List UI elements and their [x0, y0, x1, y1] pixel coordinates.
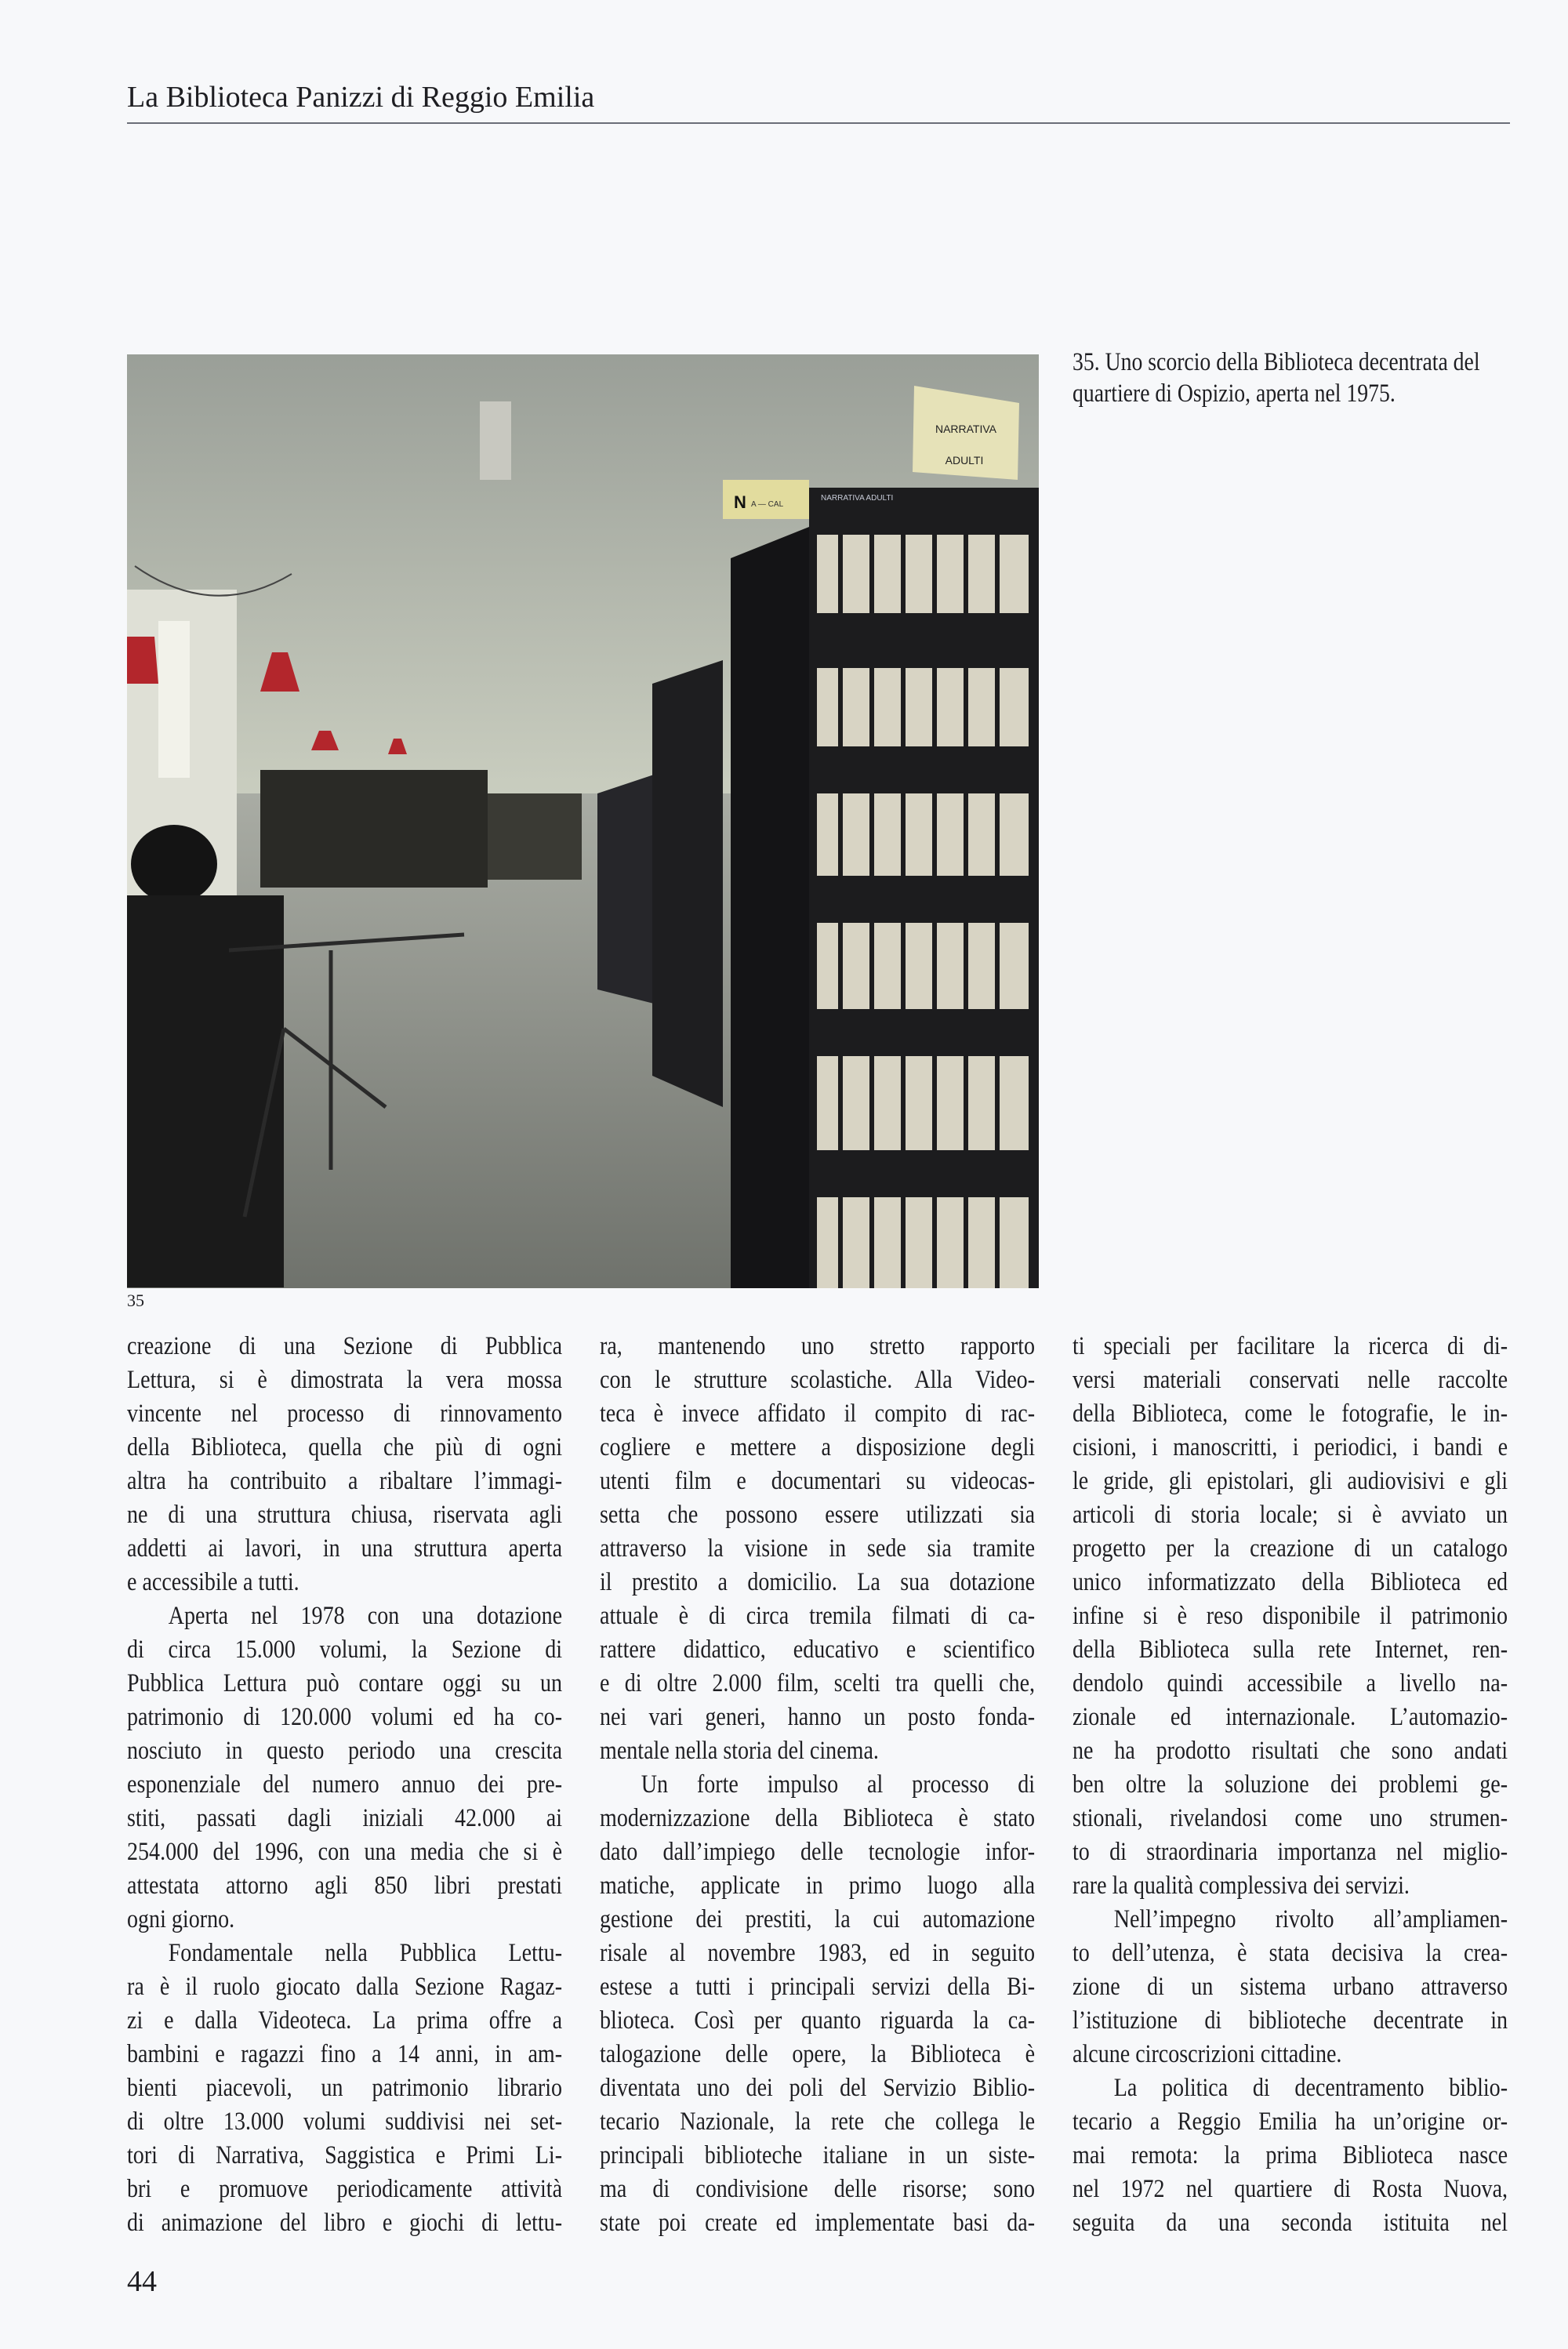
- text-line: 254.000 del 1996, con una media che si è: [127, 1838, 563, 1866]
- text-line: blioteca. Così per quanto riguarda la ca-: [600, 2006, 1036, 2035]
- text-line: to di straordinaria importanza nel miglio-: [1073, 1838, 1508, 1866]
- text-line: matiche, applicate in primo luogo alla: [600, 1872, 1036, 1900]
- text-line: rattere didattico, educativo e scientifico: [600, 1636, 1036, 1664]
- text-line: estese a tutti i principali servizi della Bi-: [600, 1973, 1036, 2001]
- text-line: e accessibile a tutti.: [127, 1568, 299, 1596]
- text-line: altra ha contribuito a ribaltare l’immagi-: [127, 1467, 563, 1495]
- text-line: La politica di decentramento biblio-: [1113, 2074, 1508, 2102]
- text-line: il prestito a domicilio. La sua dotazione: [600, 1568, 1036, 1596]
- text-line: stionali, rivelandosi come uno strumen-: [1073, 1804, 1508, 1832]
- text-column-3: [1073, 1330, 1508, 2240]
- text-column-2: [600, 1330, 1035, 2240]
- text-line: cogliere e mettere a disposizione degli: [600, 1433, 1036, 1461]
- text-line: Fondamentale nella Pubblica Lettu-: [168, 1939, 563, 1967]
- text-line: state poi create ed implementate basi da-: [600, 2209, 1036, 2237]
- text-line: bienti piacevoli, un patrimonio librario: [127, 2074, 563, 2102]
- text-line: nel 1972 nel quartiere di Rosta Nuova,: [1073, 2175, 1508, 2203]
- text-line: vincente nel processo di rinnovamento: [127, 1400, 563, 1428]
- figure-number: 35: [127, 1291, 144, 1310]
- text-line: ra è il ruolo giocato dalla Sezione Ragaz-: [127, 1973, 563, 2001]
- text-line: attraverso la visione in sede sia tramite: [600, 1534, 1036, 1563]
- end-label-range: A — CAL: [751, 500, 784, 509]
- text-line: principali biblioteche italiane in un siste-: [600, 2141, 1036, 2169]
- text-line: ti speciali per facilitare la ricerca di di-: [1073, 1332, 1508, 1360]
- running-title: La Biblioteca Panizzi di Reggio Emilia: [127, 81, 595, 114]
- text-line: rare la qualità complessiva dei servizi.: [1073, 1872, 1410, 1900]
- text-line: modernizzazione della Biblioteca è stato: [600, 1804, 1036, 1832]
- text-line: Aperta nel 1978 con una dotazione: [168, 1602, 563, 1630]
- text-line: tecario a Reggio Emilia ha un’origine or-: [1073, 2108, 1508, 2136]
- library-interior-image: [127, 354, 1039, 1288]
- text-column-1: [127, 1330, 562, 2240]
- text-line: cisioni, i manoscritti, i periodici, i bandi e: [1073, 1433, 1508, 1461]
- text-line: l’istituzione di biblioteche decentrate in: [1073, 2006, 1508, 2035]
- text-line: della Biblioteca, come le fotografie, le in-: [1073, 1400, 1508, 1428]
- text-line: diventata uno dei poli del Servizio Biblio-: [600, 2074, 1036, 2102]
- text-line: stiti, passati dagli iniziali 42.000 ai: [127, 1804, 563, 1832]
- text-line: alcune circoscrizioni cittadine.: [1073, 2040, 1342, 2068]
- sign-narrativa: NARRATIVA: [935, 423, 997, 435]
- text-line: nosciuto in questo periodo una crescita: [127, 1737, 563, 1765]
- text-line: dendolo quindi accessibile a livello na-: [1073, 1669, 1508, 1697]
- text-line: mentale nella storia del cinema.: [600, 1737, 879, 1765]
- text-line: ma di condivisione delle risorse; sono: [600, 2175, 1036, 2203]
- text-line: Lettura, si è dimostrata la vera mossa: [127, 1366, 563, 1394]
- text-line: zi e dalla Videoteca. La prima offre a: [127, 2006, 563, 2035]
- text-line: addetti ai lavori, in una struttura aperta: [127, 1534, 563, 1563]
- text-line: Pubblica Lettura può contare oggi su un: [127, 1669, 563, 1697]
- figure-caption: 35. Uno scorcio della Biblioteca decentrata del quartiere di Ospizio, aperta nel 1975.: [1073, 348, 1480, 408]
- text-line: dato dall’impiego delle tecnologie infor-: [600, 1838, 1036, 1866]
- text-line: della Biblioteca sulla rete Internet, ren-: [1073, 1636, 1508, 1664]
- text-line: risale al novembre 1983, ed in seguito: [600, 1939, 1036, 1967]
- text-line: ra, mantenendo uno stretto rapporto: [600, 1332, 1036, 1360]
- text-line: ne di una struttura chiusa, riservata agli: [127, 1501, 563, 1529]
- text-line: esponenziale del numero annuo dei pre-: [127, 1770, 563, 1799]
- text-line: progetto per la creazione di un catalogo: [1073, 1534, 1508, 1563]
- text-line: Un forte impulso al processo di: [641, 1770, 1036, 1799]
- sign-adulti: ADULTI: [945, 454, 984, 467]
- text-line: talogazione delle opere, la Biblioteca è: [600, 2040, 1036, 2068]
- text-line: di oltre 13.000 volumi suddivisi nei set-: [127, 2108, 563, 2136]
- text-line: ben oltre la soluzione dei problemi ge-: [1073, 1770, 1508, 1799]
- text-line: di animazione del libro e giochi di lettu-: [127, 2209, 563, 2237]
- library-photo: [127, 354, 1039, 1288]
- text-line: tecario Nazionale, la rete che collega le: [600, 2108, 1036, 2136]
- text-line: zione di un sistema urbano attraverso: [1073, 1973, 1508, 2001]
- text-line: infine si è reso disponibile il patrimonio: [1073, 1602, 1508, 1630]
- text-line: attestata attorno agli 850 libri prestati: [127, 1872, 563, 1900]
- text-line: setta che possono essere utilizzati sia: [600, 1501, 1036, 1529]
- text-line: Nell’impegno rivolto all’ampliamen-: [1113, 1905, 1508, 1933]
- text-line: mai remota: la prima Biblioteca nasce: [1073, 2141, 1508, 2169]
- text-line: ne ha prodotto risultati che sono andati: [1073, 1737, 1508, 1765]
- text-line: nei vari generi, hanno un posto fonda-: [600, 1703, 1036, 1731]
- text-line: di circa 15.000 volumi, la Sezione di: [127, 1636, 563, 1664]
- text-line: e di oltre 2.000 film, scelti tra quelli che,: [600, 1669, 1036, 1697]
- text-line: ogni giorno.: [127, 1905, 235, 1933]
- end-label-letter: N: [734, 492, 746, 512]
- text-line: creazione di una Sezione di Pubblica: [127, 1332, 563, 1360]
- text-line: bri e promuove periodicamente attività: [127, 2175, 563, 2203]
- page-number: 44: [127, 2265, 157, 2298]
- text-line: patrimonio di 120.000 volumi ed ha co-: [127, 1703, 563, 1731]
- text-line: seguita da una seconda istituita nel: [1073, 2209, 1508, 2237]
- header-rule: [127, 122, 1510, 124]
- text-line: teca è invece affidato il compito di rac-: [600, 1400, 1036, 1428]
- text-line: gestione dei prestiti, la cui automazione: [600, 1905, 1036, 1933]
- text-line: le gride, gli epistolari, gli audiovisivi e gli: [1073, 1467, 1508, 1495]
- text-line: to dell’utenza, è stata decisiva la crea-: [1073, 1939, 1508, 1967]
- text-line: attuale è di circa tremila filmati di ca-: [600, 1602, 1036, 1630]
- text-line: zionale ed internazionale. L’automazio-: [1073, 1703, 1508, 1731]
- shelf-label: NARRATIVA ADULTI: [821, 494, 894, 503]
- text-line: versi materiali conservati nelle raccolte: [1073, 1366, 1508, 1394]
- text-line: tori di Narrativa, Saggistica e Primi Li-: [127, 2141, 563, 2169]
- text-line: utenti film e documentari su videocas-: [600, 1467, 1036, 1495]
- text-line: bambini e ragazzi fino a 14 anni, in am-: [127, 2040, 563, 2068]
- text-line: unico informatizzato della Biblioteca ed: [1073, 1568, 1508, 1596]
- text-line: con le strutture scolastiche. Alla Video-: [600, 1366, 1036, 1394]
- text-line: della Biblioteca, quella che più di ogni: [127, 1433, 563, 1461]
- text-line: articoli di storia locale; si è avviato un: [1073, 1501, 1508, 1529]
